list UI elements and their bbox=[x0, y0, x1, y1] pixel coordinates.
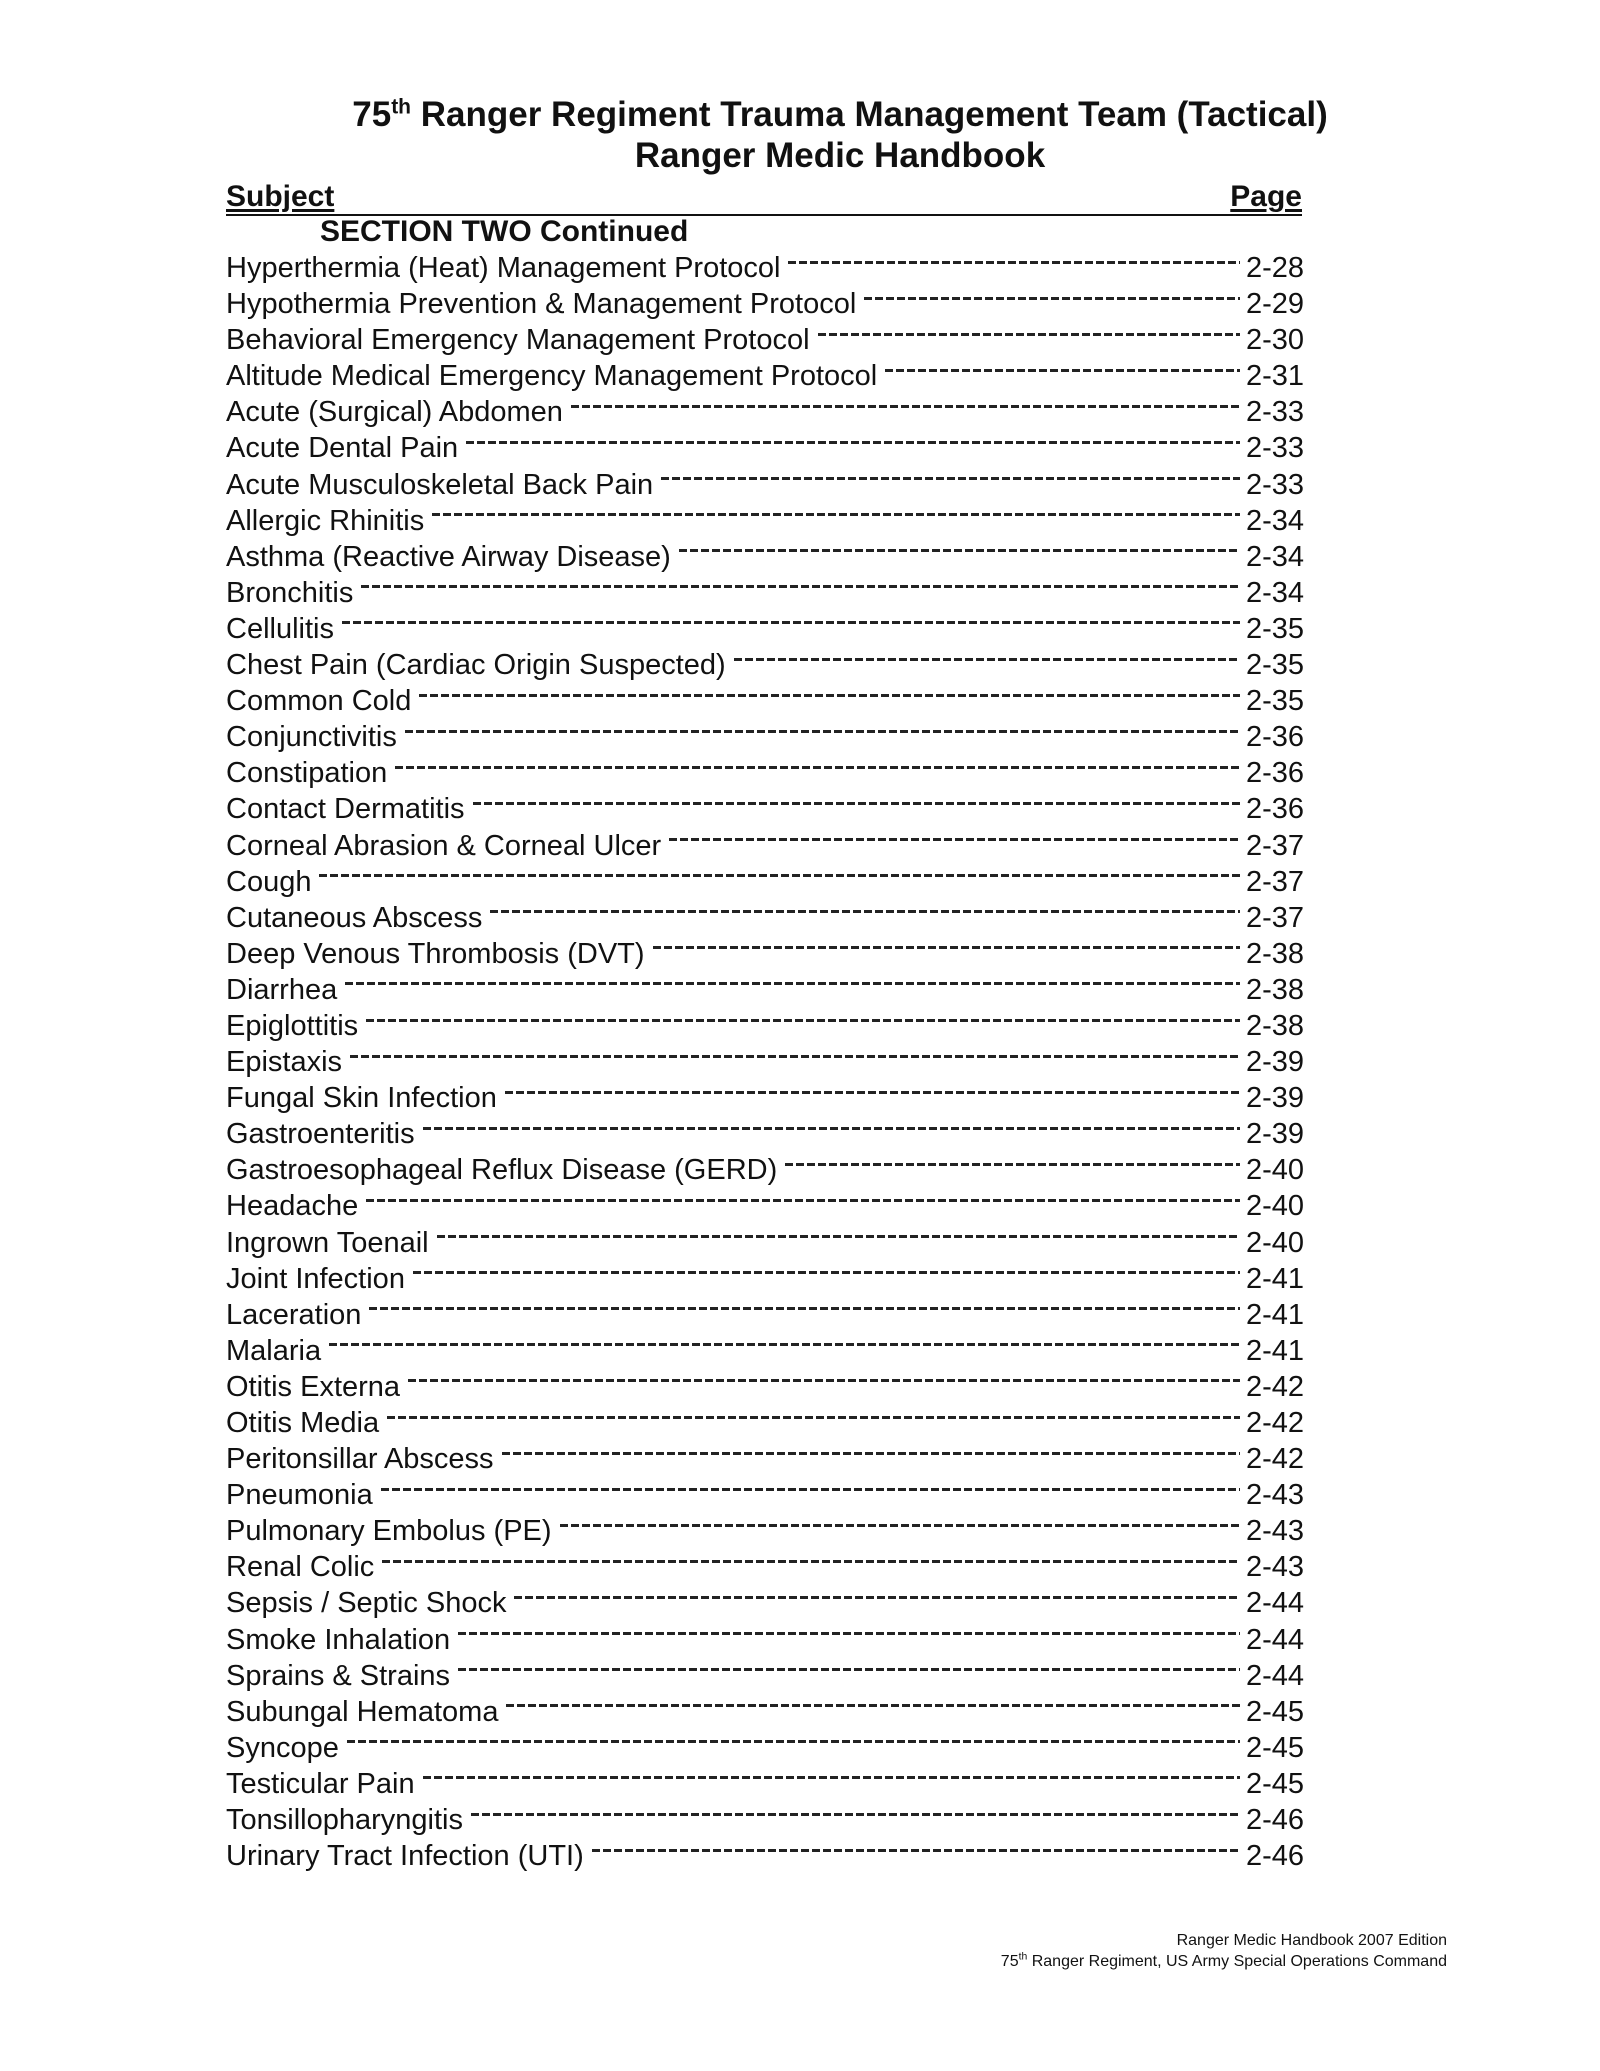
toc-entry bbox=[226, 322, 1316, 358]
toc-entry-page: 2-43 bbox=[1246, 1551, 1305, 1584]
dot-leader bbox=[471, 1813, 1240, 1816]
dot-leader bbox=[387, 1416, 1240, 1419]
toc-entry-label: Acute Dental Pain bbox=[226, 432, 459, 465]
dot-leader bbox=[405, 730, 1240, 733]
toc-entry bbox=[226, 430, 1316, 466]
dot-leader bbox=[395, 766, 1240, 769]
toc-header bbox=[226, 178, 1302, 216]
dot-leader bbox=[661, 477, 1240, 480]
toc-entry bbox=[226, 972, 1316, 1008]
toc-entry-page: 2-35 bbox=[1246, 612, 1305, 645]
toc-entry-label: Contact Dermatitis bbox=[226, 793, 465, 826]
dot-leader bbox=[382, 1560, 1240, 1563]
dot-leader bbox=[506, 1704, 1240, 1707]
toc-entry bbox=[226, 1513, 1316, 1549]
toc-entry bbox=[226, 1549, 1316, 1585]
dot-leader bbox=[419, 694, 1240, 697]
toc-entry bbox=[226, 1008, 1316, 1044]
toc-entry-label: Conjunctivitis bbox=[226, 721, 397, 754]
toc-entry-label: Syncope bbox=[226, 1731, 339, 1764]
dot-leader bbox=[490, 910, 1240, 913]
dot-leader bbox=[413, 1271, 1240, 1274]
toc-entry-label: Acute (Surgical) Abdomen bbox=[226, 396, 563, 429]
dot-leader bbox=[458, 1632, 1240, 1635]
toc-entry-page: 2-34 bbox=[1246, 576, 1305, 609]
dot-leader bbox=[466, 441, 1240, 444]
dot-leader bbox=[408, 1379, 1240, 1382]
toc-entry-page: 2-43 bbox=[1246, 1515, 1305, 1548]
toc-entry-label: Chest Pain (Cardiac Origin Suspected) bbox=[226, 649, 726, 682]
toc-entry-page: 2-42 bbox=[1246, 1443, 1305, 1476]
dot-leader bbox=[592, 1849, 1240, 1852]
footer-text: Ranger Regiment, US Army Special Operations Command bbox=[1027, 1953, 1447, 1970]
toc-entry bbox=[226, 1225, 1316, 1261]
toc-entry-label: Hypothermia Prevention & Management Protocol bbox=[226, 288, 857, 321]
toc-entry-page: 2-37 bbox=[1246, 865, 1305, 898]
toc-entry bbox=[226, 394, 1316, 430]
toc-entry-label: Epistaxis bbox=[226, 1046, 343, 1079]
toc-entry-label: Sprains & Strains bbox=[226, 1659, 451, 1692]
toc-entry-label: Hyperthermia (Heat) Management Protocol bbox=[226, 252, 781, 284]
dot-leader bbox=[679, 549, 1240, 552]
dot-leader bbox=[345, 982, 1240, 985]
toc-entry bbox=[226, 1694, 1316, 1730]
toc-entry-page: 2-36 bbox=[1246, 721, 1305, 754]
toc-entry-label: Deep Venous Thrombosis (DVT) bbox=[226, 937, 645, 970]
dot-leader bbox=[329, 1343, 1240, 1346]
toc-entry-page: 2-36 bbox=[1246, 793, 1305, 826]
toc-entry-label: Sepsis / Septic Shock bbox=[226, 1587, 507, 1620]
toc-entry bbox=[226, 1477, 1316, 1513]
toc-entry-page: 2-34 bbox=[1246, 504, 1305, 537]
toc-entry-label: Cough bbox=[226, 865, 312, 898]
toc-entry bbox=[226, 503, 1316, 539]
toc-entry-label: Smoke Inhalation bbox=[226, 1623, 451, 1656]
document-title bbox=[0, 95, 1600, 135]
toc-entry-page: 2-41 bbox=[1246, 1334, 1305, 1367]
toc-entry-page: 2-45 bbox=[1246, 1731, 1305, 1764]
dot-leader bbox=[381, 1488, 1240, 1491]
toc-entry-label: Otitis Media bbox=[226, 1407, 380, 1439]
toc-entry-label: Allergic Rhinitis bbox=[226, 504, 425, 537]
toc-entry-page: 2-42 bbox=[1246, 1407, 1305, 1439]
toc-entry-page: 2-36 bbox=[1246, 757, 1305, 790]
toc-entry-page: 2-40 bbox=[1246, 1226, 1305, 1259]
page-column-header: Page bbox=[1230, 180, 1302, 213]
toc-entry-label: Epiglottitis bbox=[226, 1009, 359, 1042]
toc-entry-label: Joint Infection bbox=[226, 1262, 405, 1295]
toc-entry-label: Tonsillopharyngitis bbox=[226, 1804, 463, 1837]
toc-entry-label: Otitis Externa bbox=[226, 1370, 401, 1403]
toc-entry-label: Acute Musculoskeletal Back Pain bbox=[226, 468, 654, 501]
title-text: Ranger Regiment Trauma Management Team (Tactical) bbox=[411, 95, 1328, 134]
dot-leader bbox=[788, 261, 1240, 264]
dot-leader bbox=[423, 1127, 1240, 1130]
toc-entry-label: Cellulitis bbox=[226, 612, 334, 645]
toc-entry-page: 2-39 bbox=[1246, 1118, 1305, 1151]
dot-leader bbox=[785, 1163, 1240, 1166]
toc-entry-label: Common Cold bbox=[226, 685, 412, 718]
toc-entry-page: 2-39 bbox=[1246, 1082, 1305, 1115]
toc-entry-page: 2-45 bbox=[1246, 1695, 1305, 1728]
toc-entry bbox=[226, 1188, 1316, 1224]
toc-entry bbox=[226, 683, 1316, 719]
toc-entry-page: 2-46 bbox=[1246, 1840, 1305, 1873]
toc-entry-page: 2-44 bbox=[1246, 1623, 1305, 1656]
toc-entry-page: 2-33 bbox=[1246, 432, 1305, 465]
footer-number: 75 bbox=[1000, 1953, 1019, 1970]
dot-leader bbox=[818, 333, 1240, 336]
dot-leader bbox=[361, 585, 1240, 588]
toc-entry-page: 2-44 bbox=[1246, 1587, 1305, 1620]
toc-entry-label: Renal Colic bbox=[226, 1551, 375, 1584]
toc-entry bbox=[226, 864, 1316, 900]
toc-entry bbox=[226, 1441, 1316, 1477]
toc-entry bbox=[226, 1261, 1316, 1297]
toc-entry-page: 2-42 bbox=[1246, 1370, 1305, 1403]
toc-entry-label: Pulmonary Embolus (PE) bbox=[226, 1515, 552, 1548]
toc-entry bbox=[226, 1622, 1316, 1658]
toc-entry-page: 2-38 bbox=[1246, 937, 1305, 970]
dot-leader bbox=[560, 1524, 1240, 1527]
toc-entry-label: Peritonsillar Abscess bbox=[226, 1443, 494, 1476]
toc-entry-label: Constipation bbox=[226, 757, 388, 790]
toc-entry-page: 2-38 bbox=[1246, 1009, 1305, 1042]
toc-entry bbox=[226, 1297, 1316, 1333]
toc-entry bbox=[226, 1838, 1316, 1874]
toc-entry-label: Subungal Hematoma bbox=[226, 1695, 499, 1728]
toc-entry-label: Corneal Abrasion & Corneal Ulcer bbox=[226, 829, 662, 862]
toc-entry bbox=[226, 611, 1316, 647]
dot-leader bbox=[319, 874, 1240, 877]
toc-entry-page: 2-44 bbox=[1246, 1659, 1305, 1692]
toc-entry-label: Gastroesophageal Reflux Disease (GERD) bbox=[226, 1154, 778, 1187]
toc-entry bbox=[226, 1802, 1316, 1838]
toc-entry bbox=[226, 1405, 1316, 1441]
document-subtitle: Ranger Medic Handbook bbox=[634, 136, 1046, 175]
toc-entry-label: Diarrhea bbox=[226, 973, 338, 1006]
toc-entry-label: Gastroenteritis bbox=[226, 1118, 415, 1151]
title-superscript: th bbox=[391, 95, 412, 119]
toc-entry-label: Fungal Skin Infection bbox=[226, 1082, 497, 1115]
toc-entry bbox=[226, 1369, 1316, 1405]
footer-organization bbox=[1001, 1952, 1447, 1972]
title-number: 75 bbox=[352, 95, 392, 134]
toc-entry-label: Cutaneous Abscess bbox=[226, 901, 483, 934]
toc-entry-page: 2-31 bbox=[1246, 360, 1305, 393]
toc-entry-page: 2-30 bbox=[1246, 324, 1305, 357]
toc-entry-page: 2-43 bbox=[1246, 1479, 1305, 1512]
toc-entry-label: Bronchitis bbox=[226, 576, 354, 609]
dot-leader bbox=[734, 658, 1240, 661]
toc-entry bbox=[226, 719, 1316, 755]
dot-leader bbox=[514, 1596, 1240, 1599]
toc-entry-page: 2-35 bbox=[1246, 685, 1305, 718]
toc-entry bbox=[226, 1766, 1316, 1802]
toc-entry bbox=[226, 1116, 1316, 1152]
dot-leader bbox=[423, 1776, 1240, 1779]
toc-entry bbox=[226, 900, 1316, 936]
toc-entry bbox=[226, 1585, 1316, 1621]
toc-entry-page: 2-37 bbox=[1246, 901, 1305, 934]
toc-entry-label: Pneumonia bbox=[226, 1479, 373, 1512]
toc-entry bbox=[226, 539, 1316, 575]
toc-entry bbox=[226, 755, 1316, 791]
toc-entry-page: 2-33 bbox=[1246, 468, 1305, 501]
toc-entry-label: Malaria bbox=[226, 1334, 322, 1367]
dot-leader bbox=[350, 1055, 1240, 1058]
dot-leader bbox=[432, 513, 1240, 516]
toc-entry bbox=[226, 1080, 1316, 1116]
toc-entry bbox=[226, 358, 1316, 394]
toc-entry bbox=[226, 936, 1316, 972]
dot-leader bbox=[885, 369, 1240, 372]
toc-entry bbox=[226, 647, 1316, 683]
dot-leader bbox=[502, 1452, 1240, 1455]
toc-entry-page: 2-35 bbox=[1246, 649, 1305, 682]
toc-entry-label: Altitude Medical Emergency Management Protocol bbox=[226, 360, 878, 393]
toc-entry bbox=[226, 791, 1316, 827]
toc-entry-page: 2-41 bbox=[1246, 1262, 1305, 1295]
toc-entry bbox=[226, 1333, 1316, 1369]
dot-leader bbox=[864, 297, 1240, 300]
toc-entry bbox=[226, 1658, 1316, 1694]
toc-entry-page: 2-33 bbox=[1246, 396, 1305, 429]
dot-leader bbox=[571, 405, 1240, 408]
dot-leader bbox=[458, 1668, 1240, 1671]
section-heading: SECTION TWO Continued bbox=[320, 215, 689, 248]
toc-entry bbox=[226, 828, 1316, 864]
subject-column-header: Subject bbox=[226, 180, 335, 213]
toc-entry-label: Ingrown Toenail bbox=[226, 1226, 429, 1259]
dot-leader bbox=[369, 1307, 1240, 1310]
footer-edition: Ranger Medic Handbook 2007 Edition bbox=[1176, 1932, 1447, 1949]
toc-entry bbox=[226, 575, 1316, 611]
toc-entry-page: 2-34 bbox=[1246, 540, 1305, 573]
dot-leader bbox=[342, 621, 1240, 624]
toc-entry bbox=[226, 467, 1316, 503]
toc-entry bbox=[226, 1730, 1316, 1766]
toc-entry bbox=[226, 1044, 1316, 1080]
toc-entry-page: 2-40 bbox=[1246, 1154, 1305, 1187]
toc-entry-page: 2-37 bbox=[1246, 829, 1305, 862]
toc-entry bbox=[226, 286, 1316, 322]
toc-entry bbox=[226, 1152, 1316, 1188]
table-of-contents bbox=[226, 250, 1316, 1874]
dot-leader bbox=[366, 1199, 1240, 1202]
dot-leader bbox=[505, 1091, 1240, 1094]
toc-entry-page: 2-45 bbox=[1246, 1767, 1305, 1800]
dot-leader bbox=[653, 946, 1240, 949]
toc-entry-label: Headache bbox=[226, 1190, 359, 1223]
toc-entry-label: Testicular Pain bbox=[226, 1767, 415, 1800]
toc-entry bbox=[226, 250, 1316, 286]
toc-entry-page: 2-38 bbox=[1246, 973, 1305, 1006]
toc-entry-label: Urinary Tract Infection (UTI) bbox=[226, 1840, 584, 1873]
toc-entry-page: 2-40 bbox=[1246, 1190, 1305, 1223]
toc-entry-page: 2-41 bbox=[1246, 1298, 1305, 1331]
toc-entry-page: 2-39 bbox=[1246, 1046, 1305, 1079]
toc-entry-page: 2-46 bbox=[1246, 1804, 1305, 1837]
dot-leader bbox=[437, 1235, 1240, 1238]
dot-leader bbox=[366, 1019, 1240, 1022]
footer-superscript: th bbox=[1018, 1951, 1028, 1963]
dot-leader bbox=[473, 802, 1240, 805]
dot-leader bbox=[669, 838, 1240, 841]
toc-entry-label: Asthma (Reactive Airway Disease) bbox=[226, 540, 671, 573]
dot-leader bbox=[347, 1740, 1240, 1743]
toc-entry-page: 2-28 bbox=[1246, 252, 1305, 284]
toc-entry-label: Laceration bbox=[226, 1298, 362, 1331]
toc-entry-label: Behavioral Emergency Management Protocol bbox=[226, 324, 810, 357]
toc-entry-page: 2-29 bbox=[1246, 288, 1305, 321]
